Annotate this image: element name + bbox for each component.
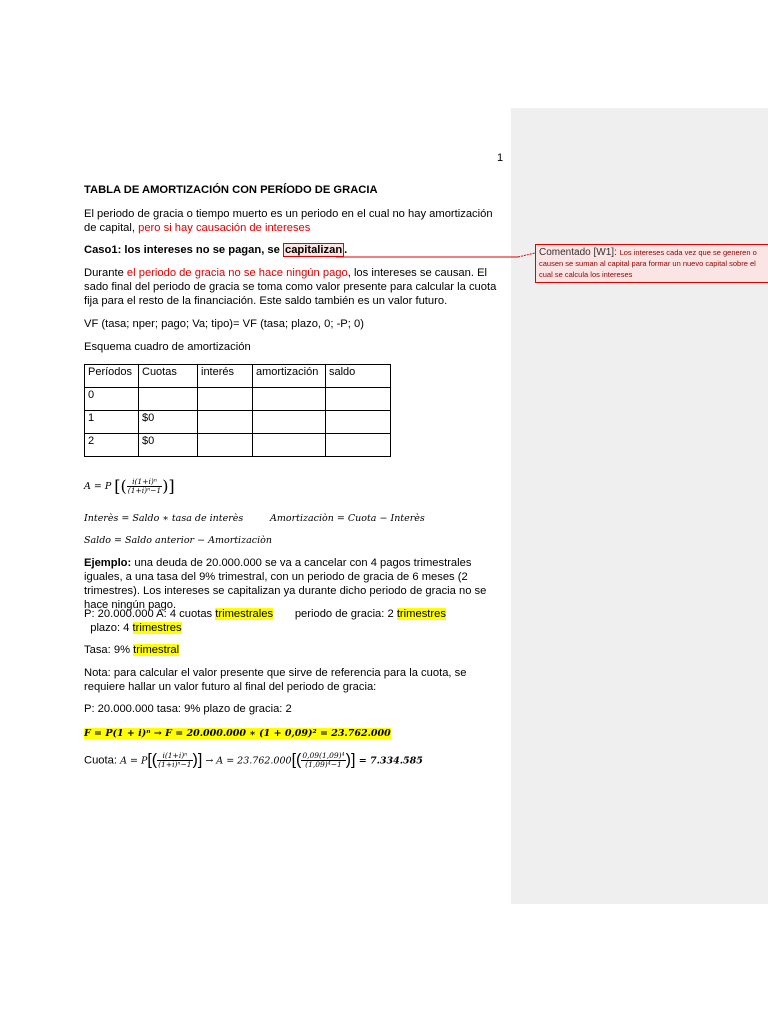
annuity-numerator: i(1+i)ⁿ (127, 478, 162, 487)
table-cell: 2 (85, 434, 139, 457)
table-cell: 0 (85, 388, 139, 411)
table-cell: 1 (85, 411, 139, 434)
future-value-formula: F = P(1 + i)ⁿ → F = 20.000.000 ∗ (1 + 0,09)² = 23.762.000 (84, 728, 391, 739)
table-header-cell: interés (198, 365, 253, 388)
interest-formula: Interès = Saldo ∗ tasa de interès (84, 513, 244, 524)
installment-formula-line: Cuota: A = P[( $\frac{\text{i(1+i)ⁿ}}{\text{(1+i)ⁿ−1}}$ )] → A = 23.762.000[( $\frac{\text{0,09(1,09)⁴}}{\text{(1,09)⁴−1}}$ )] = 7.334.585 (84, 751, 423, 769)
installment-denominator-2: (1,09)⁴−1 (305, 760, 342, 769)
installment-result: = 7.334.585 (355, 755, 423, 767)
data-gracia: periodo de gracia: 2 (273, 608, 397, 620)
comment-header: Comentado [W1]: (539, 247, 620, 258)
table-header-cell: Cuotas (139, 365, 198, 388)
data-p: P: 20.000.000 A: 4 cuotas (84, 608, 216, 620)
annuity-lhs: A = P (84, 481, 112, 492)
present-value-line: P: 20.000.000 tasa: 9% plazo de gracia: 2 (84, 703, 292, 715)
caso1-prefix: Caso1: los intereses no se pagan, se (84, 244, 283, 256)
rate-prefix: Tasa: 9% (84, 644, 134, 656)
table-cell: $0 (139, 411, 198, 434)
data-trimestrales: trimestrales (215, 608, 274, 620)
caso1-commented-word[interactable]: capitalizan (284, 244, 343, 256)
installment-numerator-2: 0,09(1,09)⁴ (302, 751, 345, 760)
comment-bubble[interactable] (535, 244, 768, 283)
intro-text: El periodo de gracia o tiempo muerto es un periodo en el cual no hay amortización de capital, (84, 208, 493, 234)
example-text: una deuda de 20.000.000 se va a cancelar con 4 pagos trimestrales iguales, a una tasa del 9% trimestral, con un periodo de gracia de 6 meses (2 trimestres). Los intereses se capitalizan ya durante dicho periodo de gracia no se hace ningún pago. (84, 557, 487, 611)
table-header-cell: amortización (253, 365, 326, 388)
table-cell: $0 (139, 434, 198, 457)
table-header-cell: Períodos (85, 365, 139, 388)
installment-numerator: i(1+i)ⁿ (157, 752, 192, 761)
data-trimestres-2: trimestres (132, 622, 182, 634)
durante-rest: , los intereses se causan. El sado final del periodo de gracia se toma como valor presente para calcular la cuota fija para el resto de la financiación. Este saldo también es un valor futuro. (84, 267, 497, 307)
amortization-formula: Amortizaciòn = Cuota − Interès (270, 513, 425, 524)
caso1-suffix: . (344, 244, 348, 256)
comment-connector-dashed (518, 253, 535, 257)
esquema-label: Esquema cuadro de amortización (84, 341, 251, 353)
data-trimestres-1: trimestres (396, 608, 446, 620)
installment-denominator: (1+i)ⁿ−1 (158, 760, 192, 769)
rate-highlight: trimestral (133, 644, 180, 656)
annuity-formula: A = P [( $\frac{\text{i(1+i)ⁿ}}{\text{(1+i)ⁿ−1}}$ )] (84, 476, 175, 496)
example-label: Ejemplo: (84, 557, 132, 569)
data-plazo: plazo: 4 (84, 622, 133, 634)
installment-label: Cuota: (84, 754, 121, 767)
intro-red-text: pero si hay causación de intereses (138, 222, 311, 234)
document-title: TABLA DE AMORTIZACIÓN CON PERÍODO DE GRACIA (84, 184, 378, 196)
comment-text: Los intereses cada vez que se generen o causen se suman al capital para formar un nuevo capital sobre el cual se calcula los intereses (539, 248, 757, 279)
annuity-denominator: (1+i)ⁿ−1 (127, 486, 162, 495)
note-paragraph: Nota: para calcular el valor presente que sirve de referencia para la cuota, se requiere hallar un valor futuro al final del periodo de gracia: (84, 667, 467, 693)
table-header-cell: saldo (326, 365, 391, 388)
durante-red-text: el periodo de gracia no se hace ningún pago (126, 267, 348, 279)
balance-formula: Saldo = Saldo anterior − Amortizaciòn (84, 535, 272, 546)
page-number: 1 (497, 152, 504, 164)
installment-lhs: A = P (120, 755, 148, 767)
durante-start: Durante (84, 267, 127, 279)
installment-mid: → A = 23.762.000 (202, 755, 292, 767)
vf-formula-line: VF (tasa; nper; pago; Va; tipo)= VF (tasa; plazo, 0; -P; 0) (84, 318, 364, 330)
